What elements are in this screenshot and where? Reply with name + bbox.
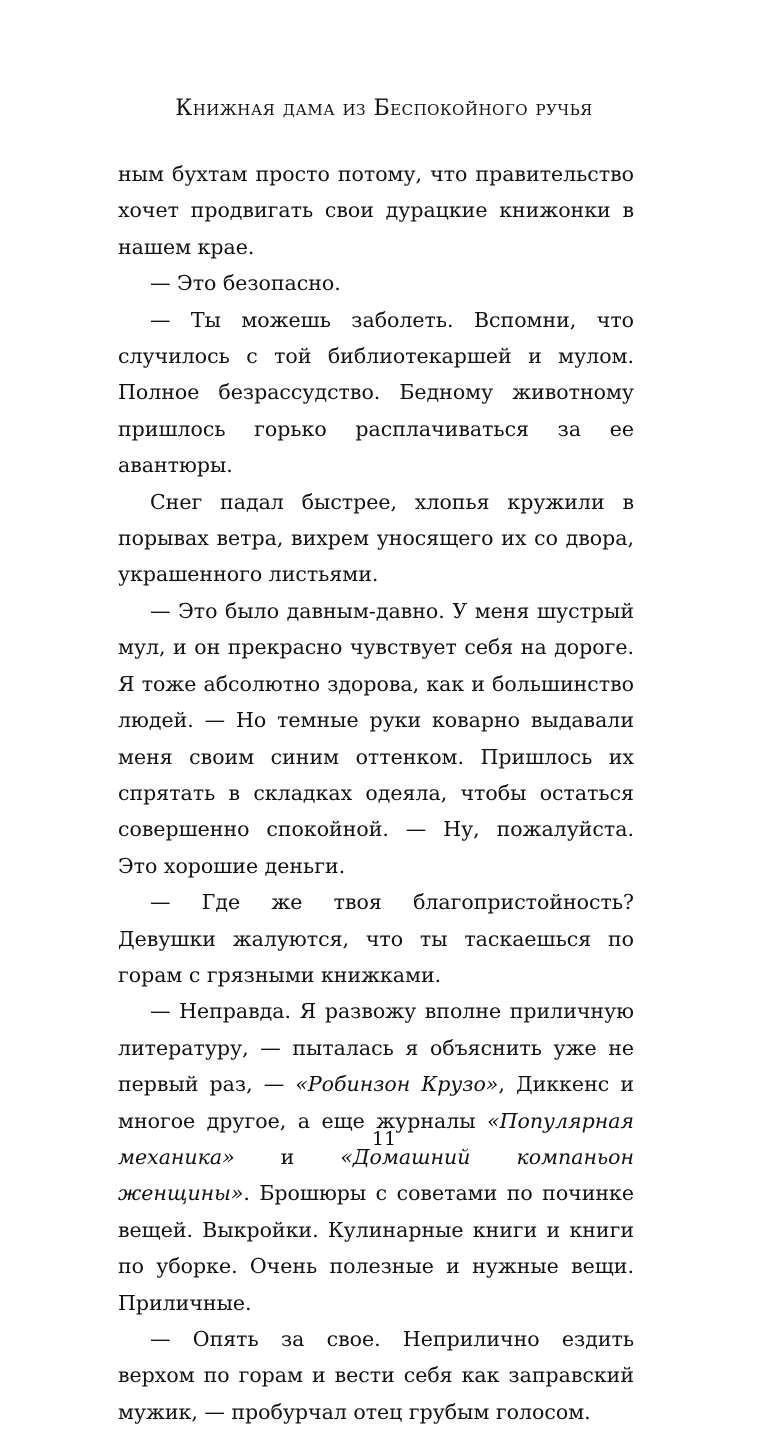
page-number: 11 bbox=[371, 1128, 397, 1150]
paragraph-text: и bbox=[234, 1144, 341, 1169]
paragraph-text: — Неправда. Я развожу вполне приличную литературу, — пыталась я объяснить уже не первый раз, — bbox=[118, 999, 634, 1097]
paragraph-text: Снег падал быстрее, хлопья кружили в порывах ветра, вихрем уносящего их со двора, украшенного листьями. bbox=[118, 489, 634, 587]
paragraph-5 bbox=[118, 593, 634, 884]
paragraph-3 bbox=[118, 302, 634, 484]
paragraph-text: . Брошюры с советами по починке вещей. Выкройки. Кулинарные книги и книги по уборке. Очень полезные и нужные вещи. Приличные. bbox=[118, 1181, 634, 1315]
book-title-italic: «Робинзон Крузо» bbox=[295, 1072, 499, 1097]
paragraph-text: — Это безопасно. bbox=[150, 271, 341, 296]
running-head: Книжная дама из Беспокойного ручья bbox=[175, 96, 593, 121]
paragraph-6 bbox=[118, 884, 634, 993]
magazine-title-italic: «Популярная механика» bbox=[118, 1108, 634, 1169]
paragraph-7 bbox=[118, 993, 634, 1321]
paragraph-text: — Это было давным-давно. У меня шустрый мул, и он прекрасно чувствует себя на дороге. Я тоже абсолютно здорова, как и большинство людей. — Но темные руки коварно выдавали меня своим синим оттенком. Пришлось их спрятать в складках одеяла, чтобы остаться совершенно спокойной. — Ну, пожалуйста. Это хорошие деньги. bbox=[118, 598, 634, 878]
paragraph-text: ным бухтам просто потому, что правительство хочет продвигать свои дурацкие книжонки в нашем крае. bbox=[118, 162, 634, 259]
paragraph-4 bbox=[118, 484, 634, 593]
paragraph-8 bbox=[118, 1321, 634, 1430]
paragraph-text: — Ты можешь заболеть. Вспомни, что случилось с той библиотекаршей и мулом. Полное безрассудство. Бедному животному пришлось горько расплачиваться за ее авантюры. bbox=[118, 307, 634, 478]
paragraph-1 bbox=[118, 156, 634, 265]
paragraph-2 bbox=[118, 265, 634, 301]
body-text bbox=[118, 156, 634, 1430]
magazine-title-italic: «Домашний компаньон женщины» bbox=[118, 1144, 634, 1206]
paragraph-text: — Опять за свое. Неприлично ездить верхом по горам и вести себя как заправский мужик, — пробурчал отец грубым голосом. bbox=[118, 1327, 634, 1424]
paragraph-text: , Диккенс и многое другое, а еще журналы bbox=[118, 1072, 634, 1133]
paragraph-text: — Где же твоя благопристойность? Девушки жалуются, что ты таскаешься по горам с грязными книжками. bbox=[118, 890, 634, 987]
